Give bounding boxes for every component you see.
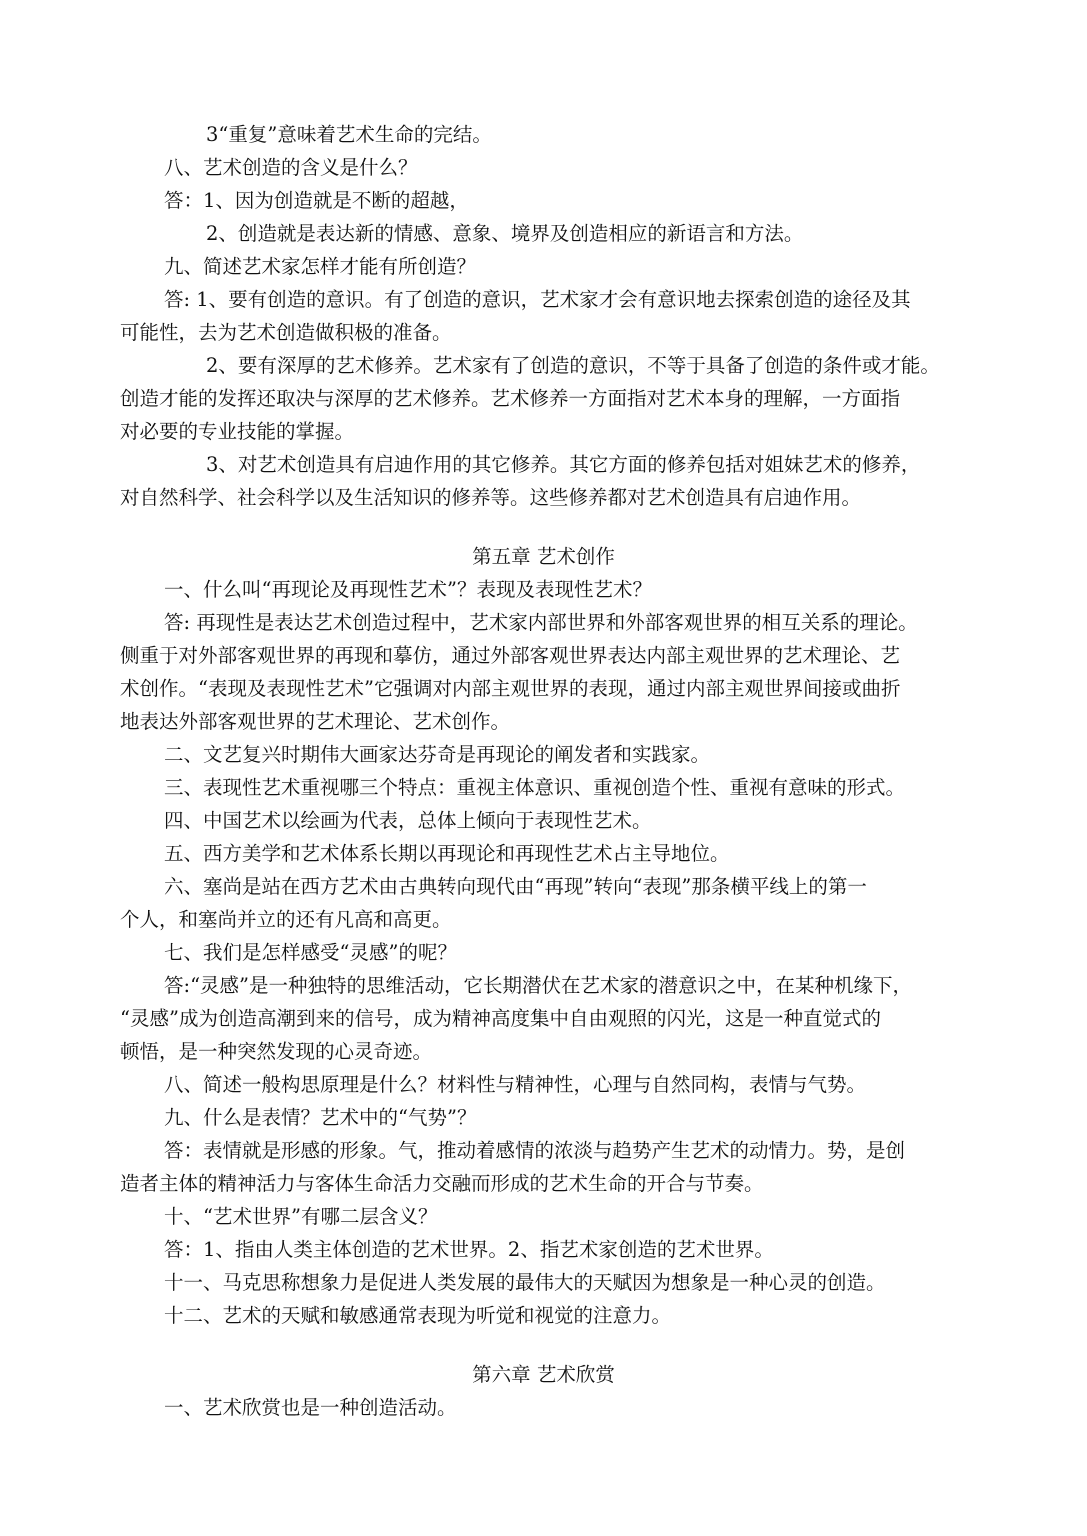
text-line: 地表达外部客观世界的艺术理论、艺术创作。 [120,710,511,733]
question-line: 七、我们是怎样感受“灵感”的呢？ [164,941,457,964]
statement-line: 三、表现性艺术重视哪三个特点：重视主体意识、重视创造个性、重视有意味的形式。 [164,776,906,799]
answer-line: 答：1、因为创造就是不断的超越， [164,189,469,212]
text-line: 可能性，去为艺术创造做积极的准备。 [120,321,452,344]
text-line: 2、要有深厚的艺术修养。艺术家有了创造的意识，不等于具备了创造的条件或才能。 [206,354,940,377]
text-line: 个人，和塞尚并立的还有凡高和高更。 [120,908,452,931]
statement-line: 五、西方美学和艺术体系长期以再现论和再现性艺术占主导地位。 [164,842,730,865]
statement-line: 一、艺术欣赏也是一种创造活动。 [164,1396,457,1419]
text-line: 3、对艺术创造具有启迪作用的其它修养。其它方面的修养包括对姐妹艺术的修养， [206,453,921,476]
statement-line: 四、中国艺术以绘画为代表，总体上倾向于表现性艺术。 [164,809,652,832]
text-line: 对自然科学、社会科学以及生活知识的修养等。这些修养都对艺术创造具有启迪作用。 [120,486,862,509]
text-line: 2、创造就是表达新的情感、意象、境界及创造相应的新语言和方法。 [206,222,804,245]
statement-line: 十一、马克思称想象力是促进人类发展的最伟大的天赋因为想象是一种心灵的创造。 [164,1271,886,1294]
statement-line: 十二、艺术的天赋和敏感通常表现为听觉和视觉的注意力。 [164,1304,672,1327]
text-line: 顿悟，是一种突然发现的心灵奇迹。 [120,1040,433,1063]
text-line: “灵感”成为创造高潮到来的信号，成为精神高度集中自由观照的闪光，这是一种直觉式的 [120,1007,881,1030]
text-line: 造者主体的精神活力与客体生命活力交融而形成的艺术生命的开合与节奏。 [120,1172,764,1195]
text-line: 侧重于对外部客观世界的再现和摹仿，通过外部客观世界表达内部主观世界的艺术理论、艺 [120,644,901,667]
text-line: 创造才能的发挥还取决与深厚的艺术修养。艺术修养一方面指对艺术本身的理解，一方面指 [120,387,901,410]
chapter-heading: 第六章 艺术欣赏 [472,1363,615,1386]
question-line: 十、“艺术世界”有哪二层含义？ [164,1205,438,1228]
text-line: 3“重复”意味着艺术生命的完结。 [206,123,492,146]
question-line: 一、什么叫“再现论及再现性艺术”？表现及表现性艺术？ [164,578,652,601]
answer-line: 答: 再现性是表达艺术创造过程中，艺术家内部世界和外部客观世界的相互关系的理论。 [164,611,918,634]
question-line: 九、什么是表情？艺术中的“气势”？ [164,1106,477,1129]
text-line: 术创作。“表现及表现性艺术”它强调对内部主观世界的表现，通过内部主观世界间接或曲折 [120,677,901,700]
question-line: 八、艺术创造的含义是什么？ [164,156,418,179]
statement-line: 八、简述一般构思原理是什么？材料性与精神性，心理与自然同构，表情与气势。 [164,1073,867,1096]
text-line: 对必要的专业技能的掌握。 [120,420,355,443]
answer-line: 答：1、指由人类主体创造的艺术世界。2、指艺术家创造的艺术世界。 [164,1238,774,1261]
question-line: 九、简述艺术家怎样才能有所创造？ [164,255,477,278]
chapter-heading: 第五章 艺术创作 [472,545,615,568]
answer-line: 答: 1、要有创造的意识。有了创造的意识，艺术家才会有意识地去探索创造的途径及其 [164,288,911,311]
answer-line: 答：表情就是形感的形象。气，推动着感情的浓淡与趋势产生艺术的动情力。势，是创 [164,1139,906,1162]
statement-line: 六、塞尚是站在西方艺术由古典转向现代由“再现”转向“表现”那条横平线上的第一 [164,875,867,898]
answer-line: 答:“灵感”是一种独特的思维活动，它长期潜伏在艺术家的潜意识之中，在某种机缘下， [164,974,913,997]
statement-line: 二、文艺复兴时期伟大画家达芬奇是再现论的阐发者和实践家。 [164,743,711,766]
